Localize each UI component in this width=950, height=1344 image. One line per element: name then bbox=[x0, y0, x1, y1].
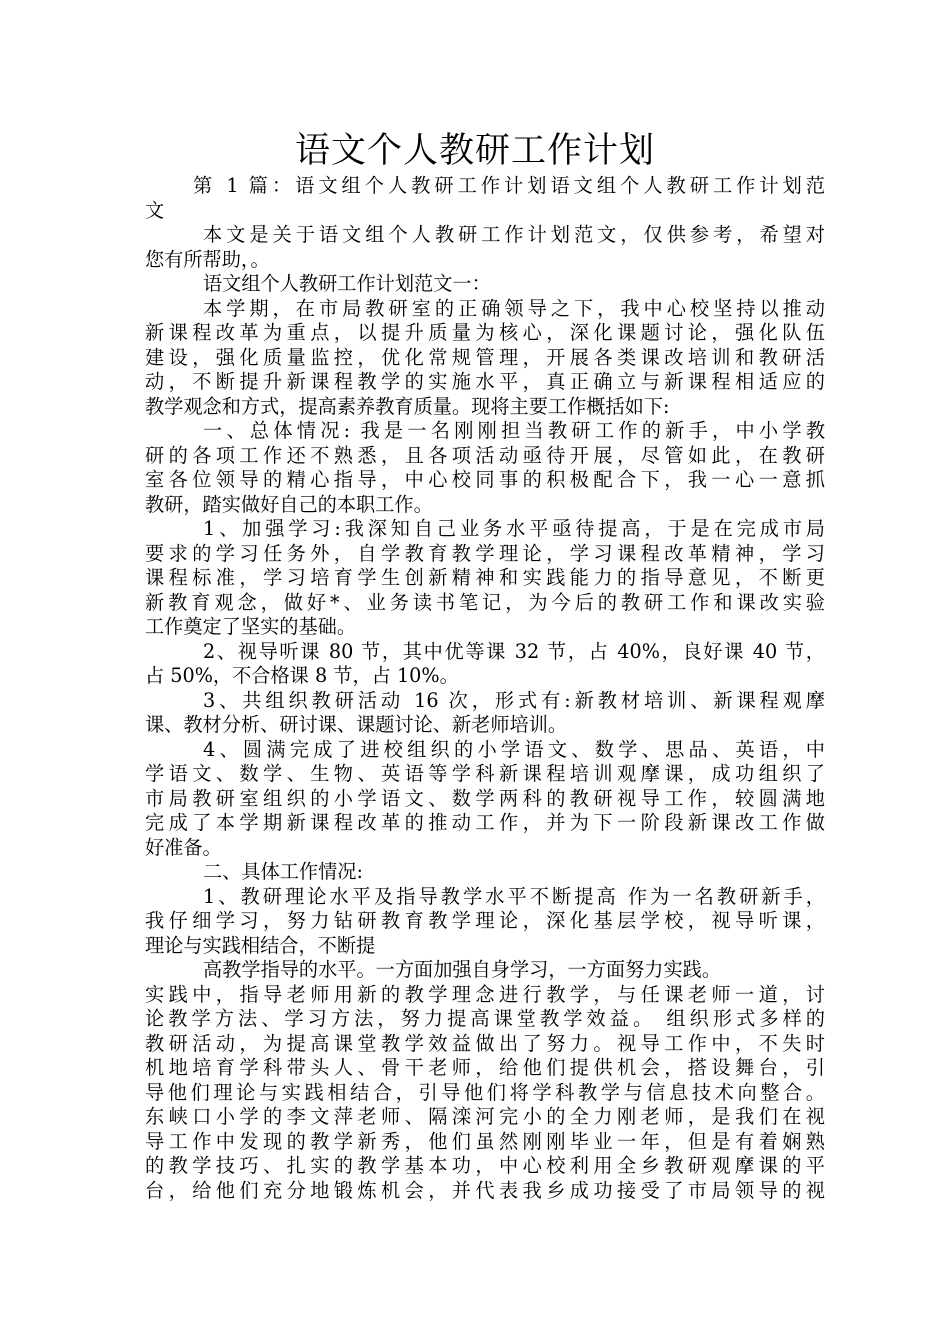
text-line: 市局教研室组织的小学语文、数学两科的教研视导工作，较圆满地 bbox=[145, 786, 825, 810]
text-line: 本学期，在市局教研室的正确领导之下，我中心校坚持以推动 bbox=[203, 296, 825, 320]
text-line: 要求的学习任务外，自学教育教学理论，学习课程改革精神，学习 bbox=[145, 541, 825, 565]
text-line: 机地培育学科带头人、骨干老师，给他们提供机会，搭设舞台，引 bbox=[145, 1056, 825, 1079]
text-line: 课程标准，学习培育学生创新精神和实践能力的指导意见，不断更 bbox=[145, 566, 825, 589]
text-line: 一、总体情况: 我是一名刚刚担当教研工作的新手，中小学教 bbox=[203, 419, 825, 442]
text-line: 学语文、数学、生物、英语等学科新课程培训观摩课，成功组织了 bbox=[145, 762, 825, 785]
text-line: 1、加强学习:我深知自己业务水平亟待提高，于是在完成市局 bbox=[203, 517, 825, 540]
text-line: 课、教材分析、研讨课、课题讨论、新老师培训。 bbox=[145, 713, 568, 736]
text-line: 第 1 篇：语文组个人教研工作计划语文组个人教研工作计划范 bbox=[193, 174, 825, 197]
text-line: 好准备。 bbox=[145, 835, 222, 859]
text-line: 建设，强化质量监控，优化常规管理，开展各类课改培训和教研活 bbox=[145, 345, 825, 369]
text-line: 4、圆满完成了进校组织的小学语文、数学、思品、英语，中 bbox=[203, 737, 825, 761]
text-line: 新课程改革为重点，以提升质量为核心，深化课题讨论，强化队伍 bbox=[145, 321, 825, 344]
text-line: 东峡口小学的李文萍老师、隔滦河完小的全力刚老师，是我们在视 bbox=[145, 1105, 825, 1128]
text-line: 台，给他们充分地锻炼机会，并代表我乡成功接受了市局领导的视 bbox=[145, 1178, 825, 1202]
text-line: 高教学指导的水平。一方面加强自身学习，一方面努力实践。 bbox=[203, 958, 722, 981]
text-line: 2、视导听课 80 节，其中优等课 32 节，占 40%，良好课 40 节， bbox=[203, 639, 825, 663]
text-line: 的教学技巧、扎实的教学基本功，中心校利用全乡教研观摩课的平 bbox=[145, 1154, 825, 1177]
text-line: 教研，踏实做好自己的本职工作。 bbox=[145, 492, 433, 516]
text-line: 实践中，指导老师用新的教学理念进行教学，与任课老师一道，讨 bbox=[145, 982, 825, 1006]
text-line: 二、具体工作情况: bbox=[203, 860, 363, 883]
text-line: 您有所帮助，。 bbox=[145, 247, 270, 271]
text-line: 工作奠定了坚实的基础。 bbox=[145, 615, 357, 638]
text-line: 导工作中发现的教学新秀，他们虽然刚刚毕业一年，但是有着娴熟 bbox=[145, 1129, 825, 1153]
text-line: 占 50%，不合格课 8 节，占 10%。 bbox=[145, 664, 459, 687]
text-line: 室各位领导的精心指导，中心校同事的积极配合下，我一心一意抓 bbox=[145, 468, 825, 491]
text-line: 1、教研理论水平及指导教学水平不断提高 作为一名教研新手， bbox=[203, 884, 825, 908]
text-line: 3、共组织教研活动 16 次，形式有:新教材培训、新课程观摩 bbox=[203, 688, 825, 712]
text-line: 新教育观念，做好*、业务读书笔记，为今后的教研工作和课改实验 bbox=[145, 590, 825, 614]
text-line: 教学观念和方式，提高素养教育质量。现将主要工作概括如下: bbox=[145, 394, 670, 418]
text-line: 论教学方法、学习方法，努力提高课堂教学效益。 组织形式多样的 bbox=[145, 1007, 825, 1030]
text-line: 动，不断提升新课程教学的实施水平，真正确立与新课程相适应的 bbox=[145, 370, 825, 393]
text-line: 教研活动，为提高课堂教学效益做出了努力。视导工作中，不失时 bbox=[145, 1031, 825, 1055]
text-line: 本文是关于语文组个人教研工作计划范文，仅供参考，希望对 bbox=[203, 223, 825, 246]
text-line: 理论与实践相结合，不断提 bbox=[145, 933, 376, 957]
text-line: 我仔细学习，努力钻研教育教学理论，深化基层学校，视导听课， bbox=[145, 909, 825, 932]
document-body bbox=[145, 174, 825, 1203]
text-line: 导他们理论与实践相结合，引导他们将学科教学与信息技术向整合。 bbox=[145, 1080, 825, 1104]
text-line: 完成了本学期新课程改革的推动工作，并为下一阶段新课改工作做 bbox=[145, 811, 825, 834]
text-line: 研的各项工作还不熟悉，且各项活动亟待开展，尽管如此，在教研 bbox=[145, 443, 825, 467]
document-title: 语文个人教研工作计划 bbox=[294, 131, 655, 171]
text-line: 语文组个人教研工作计划范文一： bbox=[203, 272, 491, 295]
text-line: 文 bbox=[145, 198, 165, 222]
